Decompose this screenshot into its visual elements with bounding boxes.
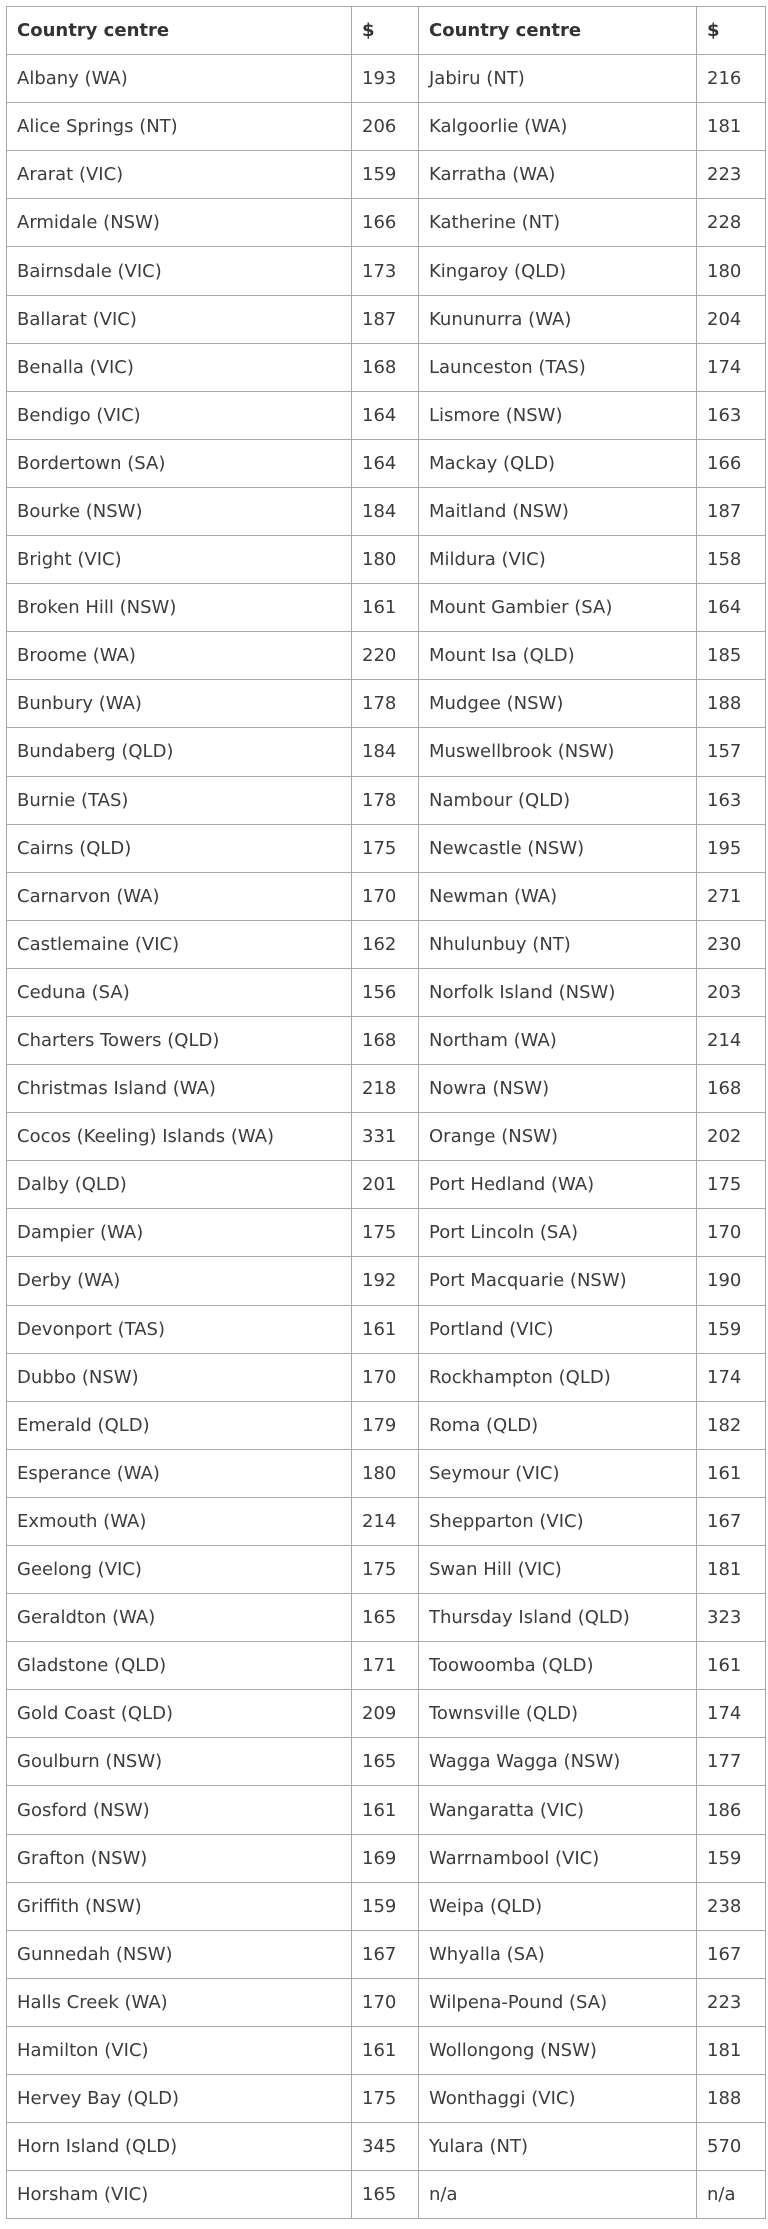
rate-cell: 206 (352, 103, 419, 151)
rate-cell: 165 (352, 1594, 419, 1642)
rate-cell: 228 (697, 199, 766, 247)
rate-cell: 165 (352, 2171, 419, 2219)
table-row (7, 199, 766, 247)
country-centre-cell: Nambour (QLD) (419, 776, 697, 824)
rate-cell: 161 (352, 584, 419, 632)
rate-cell: 161 (352, 1305, 419, 1353)
rate-cell: 161 (352, 1786, 419, 1834)
rate-cell: 223 (697, 1978, 766, 2026)
country-centre-cell: Rockhampton (QLD) (419, 1353, 697, 1401)
country-centre-cell: Dampier (WA) (7, 1209, 352, 1257)
rate-cell: 184 (352, 487, 419, 535)
table-row (7, 920, 766, 968)
country-centre-cell: Bourke (NSW) (7, 487, 352, 535)
country-centre-cell: Seymour (VIC) (419, 1449, 697, 1497)
country-centre-cell: Gladstone (QLD) (7, 1642, 352, 1690)
table-row (7, 584, 766, 632)
rate-cell: 186 (697, 1786, 766, 1834)
table-row (7, 1642, 766, 1690)
rate-cell: 187 (352, 295, 419, 343)
country-centre-cell: Horn Island (QLD) (7, 2123, 352, 2171)
rate-cell: 174 (697, 343, 766, 391)
country-centre-cell: Broken Hill (NSW) (7, 584, 352, 632)
table-row (7, 295, 766, 343)
country-centre-cell: Jabiru (NT) (419, 55, 697, 103)
country-centre-cell: Ceduna (SA) (7, 968, 352, 1016)
country-centre-cell: Orange (NSW) (419, 1113, 697, 1161)
table-header-row (7, 7, 766, 55)
header-country-centre-left: Country centre (7, 7, 352, 55)
rate-cell: 161 (697, 1449, 766, 1497)
country-centre-cell: Muswellbrook (NSW) (419, 728, 697, 776)
country-centre-cell: Wonthaggi (VIC) (419, 2075, 697, 2123)
rate-cell: 157 (697, 728, 766, 776)
country-centre-cell: Bundaberg (QLD) (7, 728, 352, 776)
rate-cell: 185 (697, 632, 766, 680)
country-centre-cell: Port Lincoln (SA) (419, 1209, 697, 1257)
country-centre-cell: Bairnsdale (VIC) (7, 247, 352, 295)
country-centre-cell: Charters Towers (QLD) (7, 1016, 352, 1064)
country-centre-cell: Launceston (TAS) (419, 343, 697, 391)
header-rate-left: $ (352, 7, 419, 55)
country-centre-cell: Northam (WA) (419, 1016, 697, 1064)
rate-cell: 164 (352, 391, 419, 439)
country-centre-cell: Ararat (VIC) (7, 151, 352, 199)
table-row (7, 1546, 766, 1594)
country-centre-cell: Devonport (TAS) (7, 1305, 352, 1353)
table-row (7, 2171, 766, 2219)
country-centre-cell: Christmas Island (WA) (7, 1065, 352, 1113)
table-row (7, 536, 766, 584)
rate-cell: 223 (697, 151, 766, 199)
rate-cell: 203 (697, 968, 766, 1016)
rate-cell: 162 (352, 920, 419, 968)
table-row (7, 728, 766, 776)
country-centre-cell: Roma (QLD) (419, 1401, 697, 1449)
rate-cell: 218 (352, 1065, 419, 1113)
table-row (7, 1449, 766, 1497)
country-centre-cell: Hamilton (VIC) (7, 2026, 352, 2074)
rate-cell: n/a (697, 2171, 766, 2219)
rate-cell: 175 (352, 1209, 419, 1257)
rate-cell: 345 (352, 2123, 419, 2171)
rate-cell: 230 (697, 920, 766, 968)
country-centre-cell: Exmouth (WA) (7, 1497, 352, 1545)
rate-cell: 181 (697, 103, 766, 151)
table-row (7, 776, 766, 824)
country-centre-cell: Dalby (QLD) (7, 1161, 352, 1209)
country-centre-cell: Maitland (NSW) (419, 487, 697, 535)
table-row (7, 824, 766, 872)
country-centre-cell: Nhulunbuy (NT) (419, 920, 697, 968)
rate-cell: 181 (697, 2026, 766, 2074)
country-centre-cell: Grafton (NSW) (7, 1834, 352, 1882)
country-centre-cell: Port Macquarie (NSW) (419, 1257, 697, 1305)
table-row (7, 1690, 766, 1738)
rate-cell: 167 (352, 1930, 419, 1978)
rate-cell: 164 (352, 439, 419, 487)
country-centre-cell: Emerald (QLD) (7, 1401, 352, 1449)
rate-cell: 175 (697, 1161, 766, 1209)
rate-cell: 216 (697, 55, 766, 103)
rate-cell: 163 (697, 776, 766, 824)
rate-cell: 170 (697, 1209, 766, 1257)
country-centre-cell: Hervey Bay (QLD) (7, 2075, 352, 2123)
table-row (7, 1786, 766, 1834)
country-centre-cell: Benalla (VIC) (7, 343, 352, 391)
table-row (7, 632, 766, 680)
rate-cell: 180 (352, 1449, 419, 1497)
country-centre-cell: Kununurra (WA) (419, 295, 697, 343)
rate-cell: 188 (697, 2075, 766, 2123)
rate-cell: 181 (697, 1546, 766, 1594)
country-centre-cell: Geelong (VIC) (7, 1546, 352, 1594)
country-centre-cell: Katherine (NT) (419, 199, 697, 247)
header-country-centre-right: Country centre (419, 7, 697, 55)
rate-cell: 170 (352, 1353, 419, 1401)
table-row (7, 2123, 766, 2171)
rate-cell: 163 (697, 391, 766, 439)
rate-cell: 161 (352, 2026, 419, 2074)
rate-cell: 159 (697, 1305, 766, 1353)
rate-cell: 192 (352, 1257, 419, 1305)
table-row (7, 55, 766, 103)
rate-cell: 188 (697, 680, 766, 728)
table-row (7, 1930, 766, 1978)
rate-cell: 161 (697, 1642, 766, 1690)
country-centre-cell: Halls Creek (WA) (7, 1978, 352, 2026)
rate-cell: 175 (352, 824, 419, 872)
country-centre-cell: Weipa (QLD) (419, 1882, 697, 1930)
country-centre-cell: Ballarat (VIC) (7, 295, 352, 343)
rate-cell: 178 (352, 680, 419, 728)
table-row (7, 391, 766, 439)
country-centre-cell: Goulburn (NSW) (7, 1738, 352, 1786)
rate-cell: 167 (697, 1497, 766, 1545)
table-row (7, 2026, 766, 2074)
rate-cell: 180 (697, 247, 766, 295)
rate-cell: 179 (352, 1401, 419, 1449)
rate-cell: 167 (697, 1930, 766, 1978)
rate-cell: 209 (352, 1690, 419, 1738)
country-centre-cell: Wagga Wagga (NSW) (419, 1738, 697, 1786)
country-centre-cell: Newcastle (NSW) (419, 824, 697, 872)
rate-cell: 184 (352, 728, 419, 776)
country-centre-cell: Mildura (VIC) (419, 536, 697, 584)
country-centre-cell: Bunbury (WA) (7, 680, 352, 728)
table-row (7, 343, 766, 391)
rate-cell: 166 (352, 199, 419, 247)
country-centre-cell: Wangaratta (VIC) (419, 1786, 697, 1834)
rate-cell: 158 (697, 536, 766, 584)
table-row (7, 103, 766, 151)
country-centre-cell: Lismore (NSW) (419, 391, 697, 439)
rate-cell: 175 (352, 1546, 419, 1594)
country-centre-cell: n/a (419, 2171, 697, 2219)
country-centre-cell: Burnie (TAS) (7, 776, 352, 824)
rate-cell: 178 (352, 776, 419, 824)
country-centre-cell: Griffith (NSW) (7, 1882, 352, 1930)
rate-cell: 323 (697, 1594, 766, 1642)
country-centre-cell: Cocos (Keeling) Islands (WA) (7, 1113, 352, 1161)
rate-cell: 182 (697, 1401, 766, 1449)
country-centre-cell: Port Hedland (WA) (419, 1161, 697, 1209)
rate-cell: 195 (697, 824, 766, 872)
country-centre-cell: Armidale (NSW) (7, 199, 352, 247)
country-centre-rates-table (6, 6, 766, 2219)
country-centre-cell: Albany (WA) (7, 55, 352, 103)
country-centre-cell: Derby (WA) (7, 1257, 352, 1305)
table-row (7, 680, 766, 728)
table-row (7, 1161, 766, 1209)
country-centre-cell: Mudgee (NSW) (419, 680, 697, 728)
country-centre-cell: Newman (WA) (419, 872, 697, 920)
table-row (7, 1065, 766, 1113)
table-row (7, 1834, 766, 1882)
rate-cell: 174 (697, 1690, 766, 1738)
table-row (7, 1353, 766, 1401)
country-centre-cell: Alice Springs (NT) (7, 103, 352, 151)
country-centre-cell: Shepparton (VIC) (419, 1497, 697, 1545)
country-centre-cell: Townsville (QLD) (419, 1690, 697, 1738)
rate-cell: 331 (352, 1113, 419, 1161)
country-centre-cell: Mount Isa (QLD) (419, 632, 697, 680)
rate-cell: 214 (352, 1497, 419, 1545)
country-centre-cell: Mackay (QLD) (419, 439, 697, 487)
table-row (7, 1209, 766, 1257)
country-centre-cell: Carnarvon (WA) (7, 872, 352, 920)
table-row (7, 151, 766, 199)
table-body (7, 55, 766, 2219)
country-centre-cell: Wollongong (NSW) (419, 2026, 697, 2074)
rate-cell: 166 (697, 439, 766, 487)
table-row (7, 1016, 766, 1064)
rate-cell: 214 (697, 1016, 766, 1064)
rate-cell: 168 (352, 343, 419, 391)
country-centre-cell: Warrnambool (VIC) (419, 1834, 697, 1882)
table-row (7, 1882, 766, 1930)
country-centre-cell: Esperance (WA) (7, 1449, 352, 1497)
country-centre-cell: Bendigo (VIC) (7, 391, 352, 439)
country-centre-cell: Gosford (NSW) (7, 1786, 352, 1834)
table-row (7, 439, 766, 487)
table-row (7, 1738, 766, 1786)
rate-cell: 202 (697, 1113, 766, 1161)
rate-cell: 187 (697, 487, 766, 535)
rate-cell: 171 (352, 1642, 419, 1690)
rate-cell: 180 (352, 536, 419, 584)
rate-cell: 177 (697, 1738, 766, 1786)
country-centre-cell: Swan Hill (VIC) (419, 1546, 697, 1594)
country-centre-cell: Bright (VIC) (7, 536, 352, 584)
table-row (7, 1497, 766, 1545)
rate-cell: 238 (697, 1882, 766, 1930)
rate-cell: 193 (352, 55, 419, 103)
rate-cell: 168 (352, 1016, 419, 1064)
country-centre-cell: Cairns (QLD) (7, 824, 352, 872)
table-row (7, 968, 766, 1016)
table-row (7, 2075, 766, 2123)
country-centre-cell: Nowra (NSW) (419, 1065, 697, 1113)
rate-cell: 204 (697, 295, 766, 343)
rate-cell: 159 (352, 1882, 419, 1930)
rate-cell: 570 (697, 2123, 766, 2171)
table-row (7, 1113, 766, 1161)
country-centre-cell: Kalgoorlie (WA) (419, 103, 697, 151)
country-centre-cell: Geraldton (WA) (7, 1594, 352, 1642)
country-centre-cell: Horsham (VIC) (7, 2171, 352, 2219)
rate-cell: 174 (697, 1353, 766, 1401)
table-row (7, 247, 766, 295)
table-row (7, 1401, 766, 1449)
table-row (7, 1594, 766, 1642)
rate-cell: 220 (352, 632, 419, 680)
table-row (7, 487, 766, 535)
rate-cell: 159 (697, 1834, 766, 1882)
rate-cell: 190 (697, 1257, 766, 1305)
country-centre-cell: Broome (WA) (7, 632, 352, 680)
country-centre-cell: Wilpena-Pound (SA) (419, 1978, 697, 2026)
table-row (7, 1305, 766, 1353)
table-row (7, 1257, 766, 1305)
rate-cell: 164 (697, 584, 766, 632)
rate-cell: 165 (352, 1738, 419, 1786)
country-centre-cell: Yulara (NT) (419, 2123, 697, 2171)
country-centre-cell: Toowoomba (QLD) (419, 1642, 697, 1690)
country-centre-cell: Thursday Island (QLD) (419, 1594, 697, 1642)
country-centre-cell: Portland (VIC) (419, 1305, 697, 1353)
rate-cell: 173 (352, 247, 419, 295)
rate-cell: 271 (697, 872, 766, 920)
rate-cell: 159 (352, 151, 419, 199)
rate-cell: 168 (697, 1065, 766, 1113)
country-centre-cell: Whyalla (SA) (419, 1930, 697, 1978)
country-centre-cell: Gold Coast (QLD) (7, 1690, 352, 1738)
rate-cell: 201 (352, 1161, 419, 1209)
country-centre-cell: Bordertown (SA) (7, 439, 352, 487)
country-centre-cell: Dubbo (NSW) (7, 1353, 352, 1401)
country-centre-cell: Karratha (WA) (419, 151, 697, 199)
rate-cell: 175 (352, 2075, 419, 2123)
country-centre-cell: Mount Gambier (SA) (419, 584, 697, 632)
rate-cell: 170 (352, 1978, 419, 2026)
country-centre-cell: Gunnedah (NSW) (7, 1930, 352, 1978)
table-row (7, 1978, 766, 2026)
rate-cell: 156 (352, 968, 419, 1016)
country-centre-cell: Norfolk Island (NSW) (419, 968, 697, 1016)
rate-cell: 169 (352, 1834, 419, 1882)
rate-cell: 170 (352, 872, 419, 920)
country-centre-cell: Castlemaine (VIC) (7, 920, 352, 968)
header-rate-right: $ (697, 7, 766, 55)
country-centre-cell: Kingaroy (QLD) (419, 247, 697, 295)
table-row (7, 872, 766, 920)
